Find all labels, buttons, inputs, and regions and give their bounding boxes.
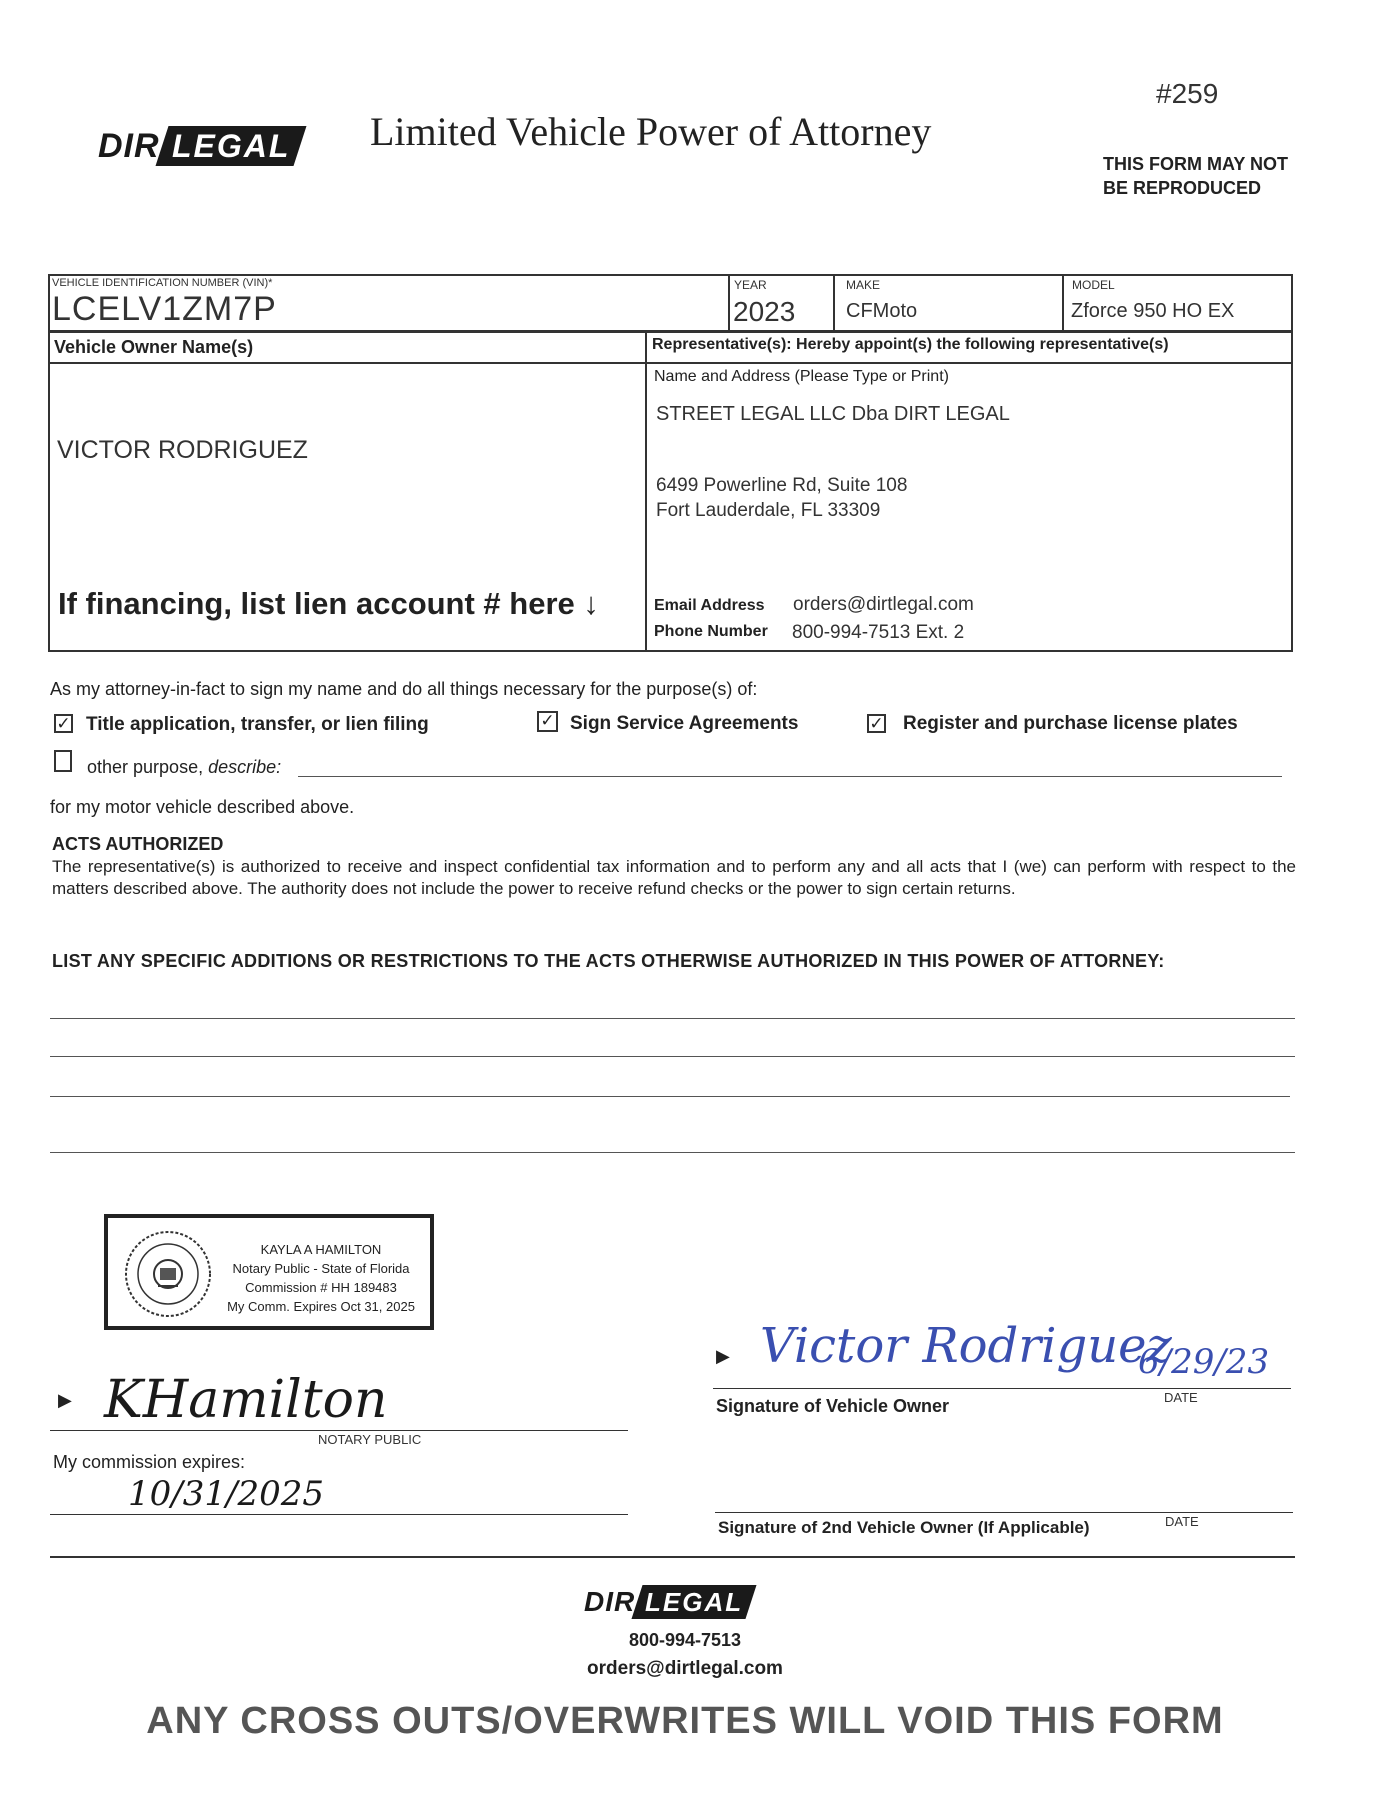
void-warning: ANY CROSS OUTS/OVERWRITES WILL VOID THIS FORM	[146, 1700, 1224, 1742]
representative-label: Representative(s): Hereby appoint(s) the following representative(s)	[652, 336, 1169, 353]
owner-signature-date[interactable]: 6/29/23	[1138, 1342, 1270, 1382]
representative-address-line2[interactable]: Fort Lauderdale, FL 33309	[656, 500, 881, 521]
phone-value[interactable]: 800-994-7513 Ext. 2	[792, 622, 965, 643]
name-address-label: Name and Address (Please Type or Print)	[654, 368, 949, 385]
footer-logo-legal-text: LEGAL	[632, 1585, 757, 1619]
reproduction-notice	[1103, 152, 1288, 200]
logo-legal-text: LEGAL	[155, 126, 306, 166]
notary-stamp-line3: Commission # HH 189483	[245, 1280, 397, 1295]
notary-signature[interactable]: KHamilton	[104, 1370, 388, 1430]
other-purpose-label	[87, 757, 281, 778]
title-application-label: Title application, transfer, or lien filing	[86, 714, 429, 735]
owner-signature[interactable]: Victor Rodriguez	[760, 1318, 1172, 1374]
footer-logo-dir-text: DIR	[584, 1586, 636, 1617]
additions-heading: LIST ANY SPECIFIC ADDITIONS OR RESTRICTIONS TO THE ACTS OTHERWISE AUTHORIZED IN THIS POWER OF ATTORNEY:	[52, 951, 1165, 971]
owner-name-label: Vehicle Owner Name(s)	[54, 337, 254, 357]
notice-line-1: THIS FORM MAY NOT	[1103, 154, 1289, 174]
owner-signature-line	[713, 1388, 1291, 1389]
additions-line-1[interactable]	[50, 1018, 1295, 1019]
representative-name[interactable]: STREET LEGAL LLC Dba DIRT LEGAL	[656, 403, 1010, 425]
notary-arrow-icon: ▶	[58, 1390, 72, 1410]
owner-arrow-icon: ▶	[716, 1346, 730, 1366]
other-describe-text: describe:	[208, 757, 282, 777]
purposes-intro: As my attorney-in-fact to sign my name and do all things necessary for the purpose(s) of:	[50, 679, 758, 699]
sign-service-label: Sign Service Agreements	[570, 713, 799, 734]
model-value[interactable]: Zforce 950 HO EX	[1071, 300, 1235, 322]
acts-heading: ACTS AUTHORIZED	[52, 834, 224, 854]
additions-line-2[interactable]	[50, 1056, 1295, 1057]
notice-line-2: BE REPRODUCED	[1103, 178, 1262, 198]
notary-public-label: NOTARY PUBLIC	[318, 1432, 422, 1447]
acts-body: The representative(s) is authorized to receive and inspect confidential tax information and to perform any and all acts that I (we) can perform with respect to the matters described above. The authority does not include the power to receive refund checks or the power to sign certain returns.	[52, 857, 1296, 898]
second-owner-date-label: DATE	[1165, 1514, 1199, 1529]
dirtlegal-logo	[98, 124, 300, 168]
email-label: Email Address	[654, 597, 765, 614]
title-application-checkbox[interactable]: ✓	[54, 714, 73, 733]
owner-signature-label: Signature of Vehicle Owner	[716, 1396, 950, 1416]
notary-stamp-name: KAYLA A HAMILTON	[260, 1242, 382, 1257]
notary-stamp-line2: Notary Public - State of Florida	[232, 1261, 410, 1276]
register-plates-label: Register and purchase license plates	[903, 713, 1238, 734]
second-owner-label: Signature of 2nd Vehicle Owner (If Applicable)	[718, 1518, 1090, 1537]
sign-service-checkbox[interactable]: ✓	[537, 711, 558, 732]
form-number: #259	[1156, 78, 1219, 109]
make-value[interactable]: CFMoto	[846, 300, 918, 322]
purposes-closing: for my motor vehicle described above.	[50, 797, 355, 817]
page-title: Limited Vehicle Power of Attorney	[370, 109, 932, 154]
vin-value[interactable]: LCELV1ZM7P	[52, 290, 277, 328]
register-plates-checkbox[interactable]: ✓	[867, 714, 886, 733]
year-value[interactable]: 2023	[733, 296, 796, 327]
footer-divider	[50, 1556, 1295, 1558]
other-purpose-input-line[interactable]	[298, 776, 1282, 777]
second-owner-signature-line[interactable]	[715, 1512, 1293, 1513]
other-purpose-text: other purpose,	[87, 757, 204, 777]
model-label: MODEL	[1072, 278, 1115, 292]
logo-dir-text: DIR	[98, 126, 160, 165]
other-purpose-checkbox[interactable]	[54, 750, 72, 772]
footer-email: orders@dirtlegal.com	[587, 1658, 783, 1679]
notary-stamp-line4: My Comm. Expires Oct 31, 2025	[227, 1299, 415, 1314]
additions-line-4[interactable]	[50, 1152, 1295, 1153]
notary-seal-icon	[122, 1228, 214, 1320]
vin-label: VEHICLE IDENTIFICATION NUMBER (VIN)*	[52, 277, 273, 289]
financing-note: If financing, list lien account # here ↓	[58, 586, 599, 621]
commission-expires-label: My commission expires:	[53, 1452, 246, 1472]
year-label: YEAR	[734, 278, 767, 292]
additions-line-3[interactable]	[50, 1096, 1290, 1097]
notary-signature-line	[50, 1430, 628, 1431]
email-value[interactable]: orders@dirtlegal.com	[793, 594, 974, 615]
notary-stamp	[104, 1214, 434, 1330]
footer-dirtlegal-logo	[584, 1584, 751, 1620]
commission-expires-value[interactable]: 10/31/2025	[128, 1474, 324, 1514]
phone-label: Phone Number	[654, 623, 768, 640]
commission-expires-line	[50, 1514, 628, 1515]
owner-name-value[interactable]: VICTOR RODRIGUEZ	[57, 436, 308, 464]
make-label: MAKE	[846, 278, 881, 292]
representative-address-line1[interactable]: 6499 Powerline Rd, Suite 108	[656, 475, 908, 496]
owner-date-label: DATE	[1164, 1390, 1198, 1405]
footer-phone: 800-994-7513	[628, 1630, 742, 1650]
